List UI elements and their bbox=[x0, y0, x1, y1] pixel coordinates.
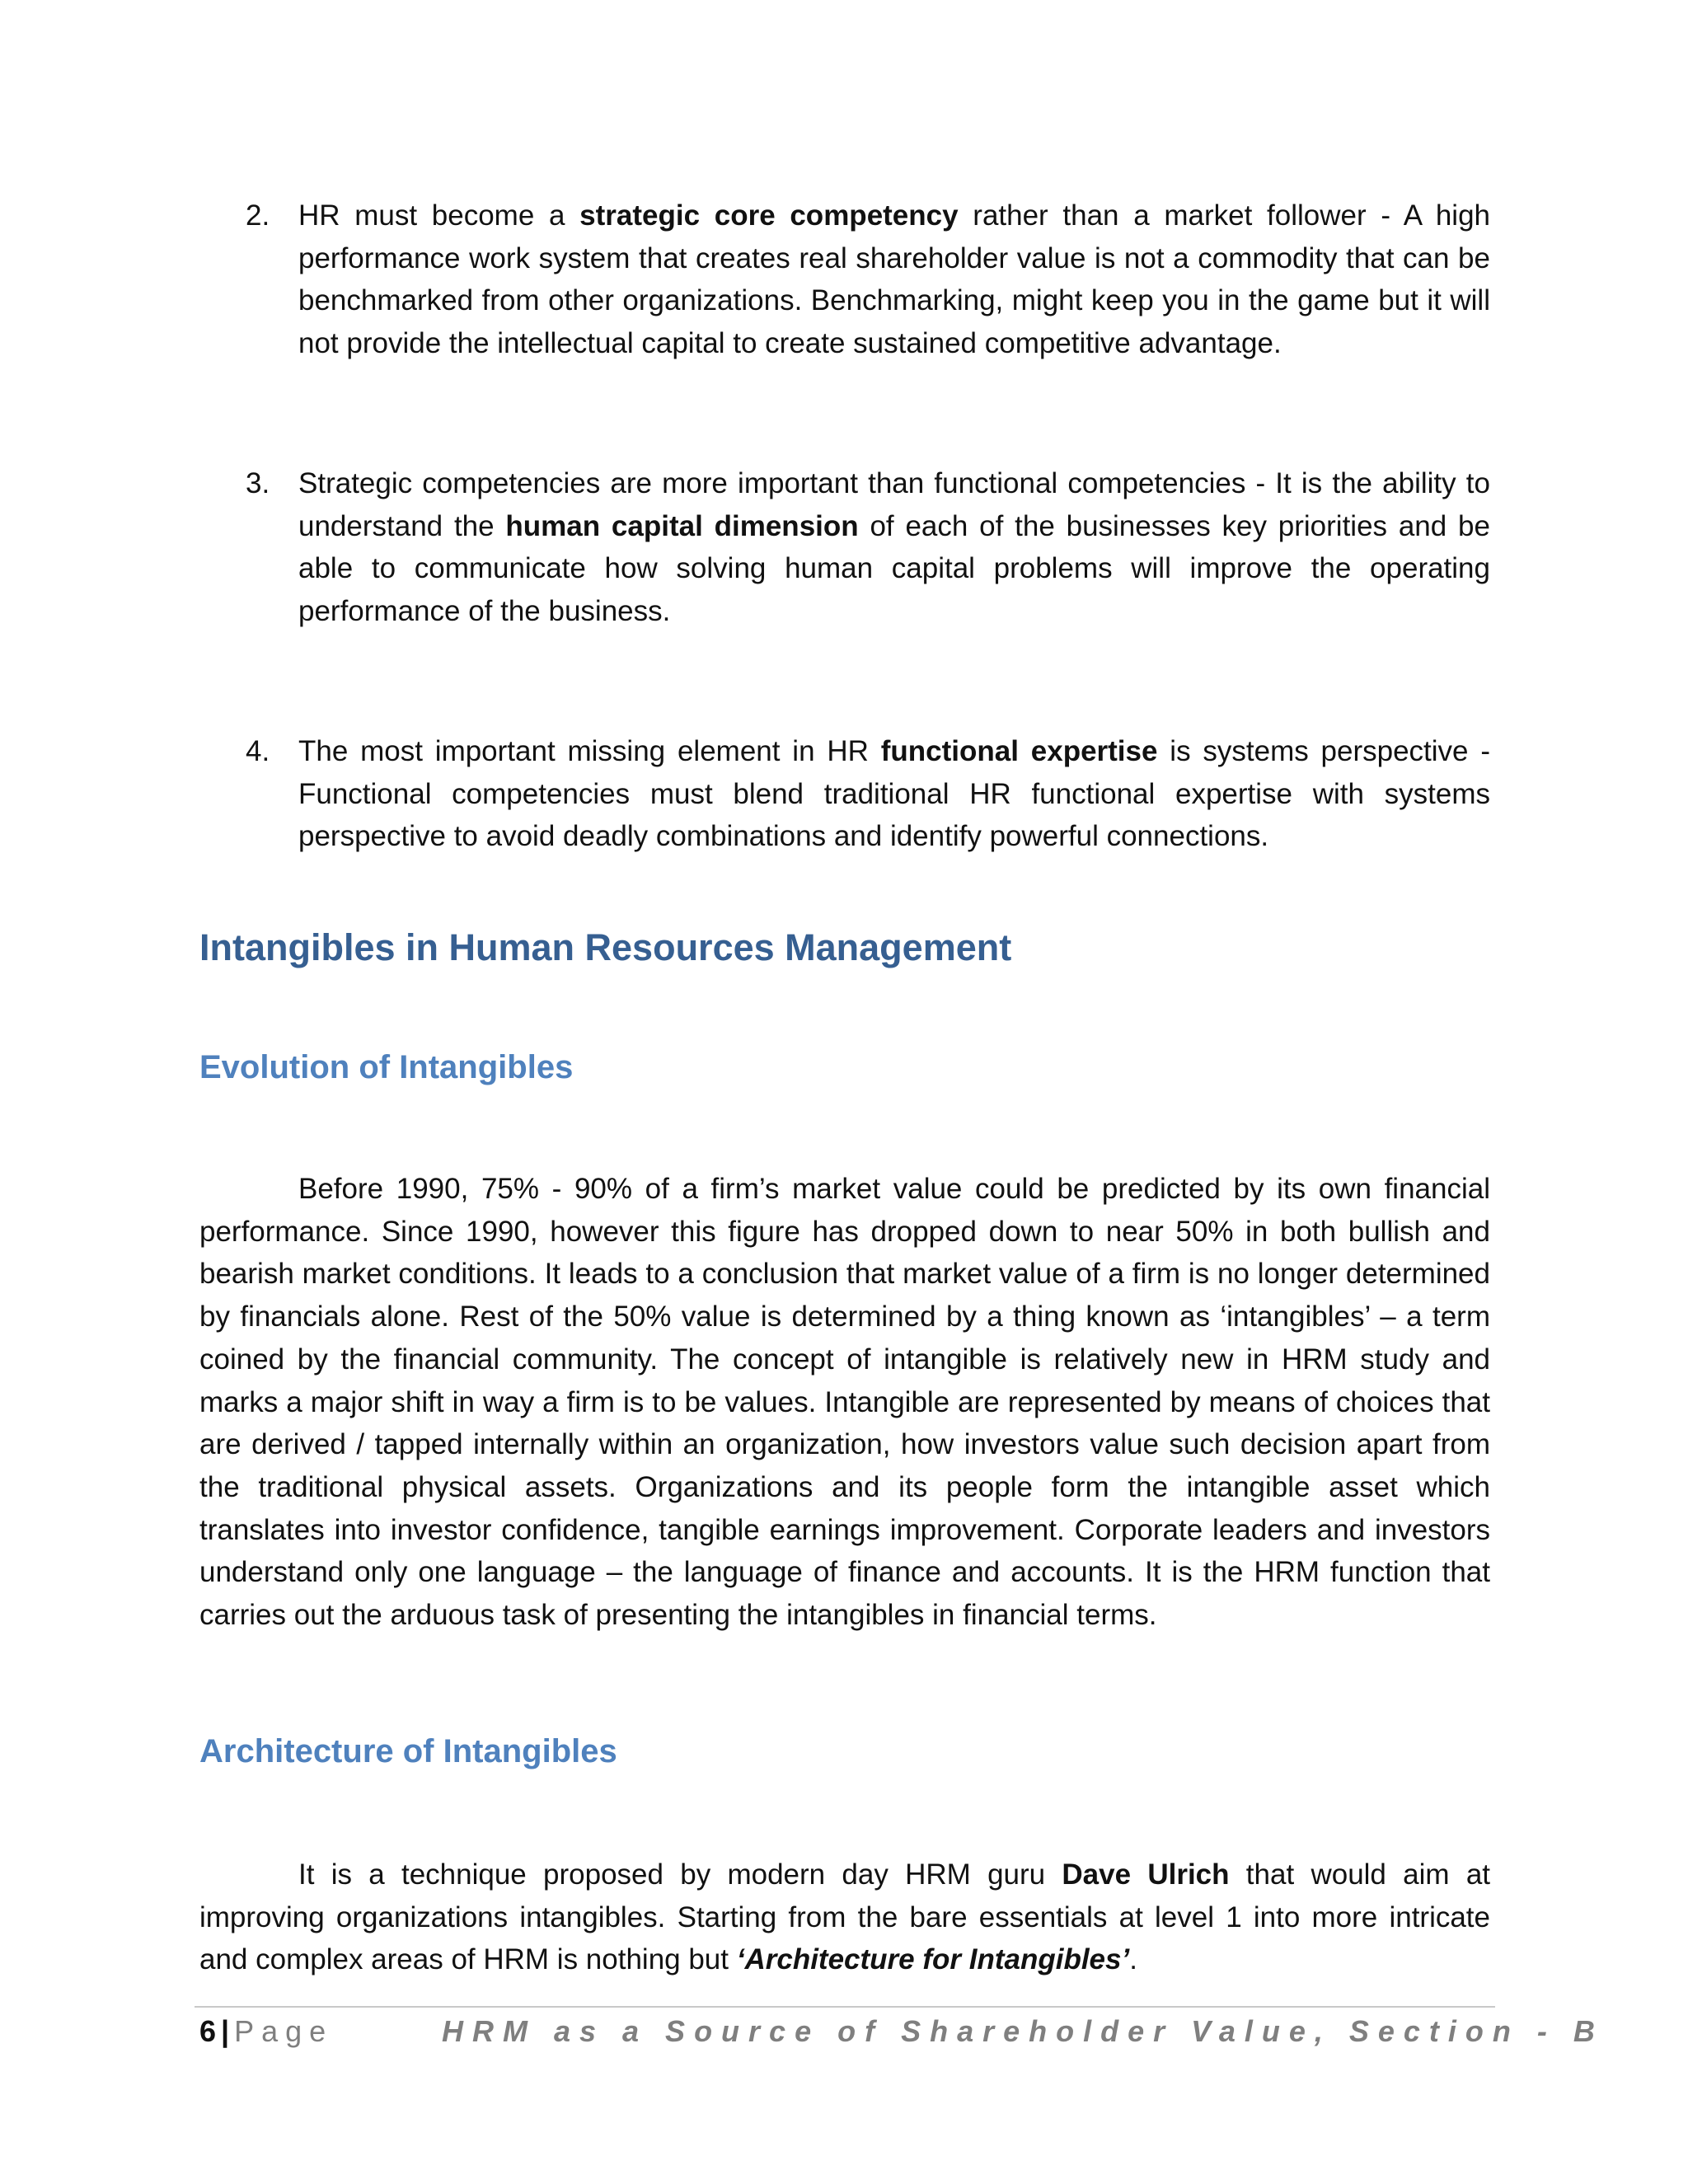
list-item-text: Strategic competencies are more important than functional competencies - It is the ability to understand the human capital dimension of each of the businesses key priorities and be able to communicate how solving human capital problems will improve the operating performance of the business. bbox=[298, 467, 1490, 627]
page-footer bbox=[199, 2011, 1604, 2052]
heading-evolution: Evolution of Intangibles bbox=[199, 1049, 574, 1085]
page-number: 6 bbox=[199, 2014, 217, 2048]
footer-divider bbox=[195, 2006, 1495, 2008]
list-item bbox=[246, 462, 1490, 632]
footer-separator: | bbox=[221, 2014, 230, 2048]
page-label: Page bbox=[234, 2014, 334, 2048]
bold-term: strategic core competency bbox=[579, 199, 959, 232]
list-item-number: 3. bbox=[246, 467, 270, 499]
heading-intangibles: Intangibles in Human Resources Management bbox=[199, 926, 1012, 968]
list-item-text: The most important missing element in HR functional expertise is systems perspective - Functional competencies must blend traditional HR functional expertise with systems perspective to avoid deadly combinations and identify powerful connections. bbox=[298, 735, 1490, 852]
bold-term: functional expertise bbox=[880, 735, 1158, 767]
list-item-number: 2. bbox=[246, 199, 270, 232]
list-item bbox=[246, 730, 1490, 858]
list-item-number: 4. bbox=[246, 735, 270, 767]
list-item-text: HR must become a strategic core competency rather than a market follower - A high performance work system that creates real shareholder value is not a commodity that can be benchmarked from other organizations. Benchmarking, might keep you in the game but it will not provide the intellectual capital to create sustained competitive advantage. bbox=[298, 199, 1491, 359]
bold-italic-term: ‘Architecture for Intangibles’ bbox=[736, 1943, 1130, 1976]
heading-architecture: Architecture of Intangibles bbox=[199, 1733, 617, 1769]
list-item bbox=[246, 194, 1490, 364]
paragraph-evolution: Before 1990, 75% - 90% of a firm’s market value could be predicted by its own financial performance. Since 1990, however this figure has dropped down to near 50% in both bullish and bearish market conditions. It leads to a conclusion that market value of a firm is no longer determined by financials alone. Rest of the 50% value is determined by a thing known as ‘intangibles’ – a term coined by the financial community. The concept of intangible is relatively new in HRM study and marks a major shift in way a firm is to be values. Intangible are represented by means of choices that are derived / tapped internally within an organization, how investors value such decision apart from the traditional physical assets. Organizations and its people form the intangible asset which translates into investor confidence, tangible earnings improvement. Corporate leaders and investors understand only one language – the language of finance and accounts. It is the HRM function that carries out the arduous task of presenting the intangibles in financial terms. bbox=[199, 1173, 1490, 1632]
bold-term: human capital dimension bbox=[505, 509, 859, 542]
footer-title: HRM as a Source of Shareholder Value, Section - B bbox=[442, 2014, 1604, 2048]
bold-name: Dave Ulrich bbox=[1062, 1858, 1230, 1891]
paragraph-architecture: It is a technique proposed by modern day HRM guru Dave Ulrich that would aim at improving organizations intangibles. Starting from the bare essentials at level 1 into more intricate and complex areas of HRM is nothing but ‘Architecture for Intangibles’. bbox=[199, 1858, 1491, 1976]
